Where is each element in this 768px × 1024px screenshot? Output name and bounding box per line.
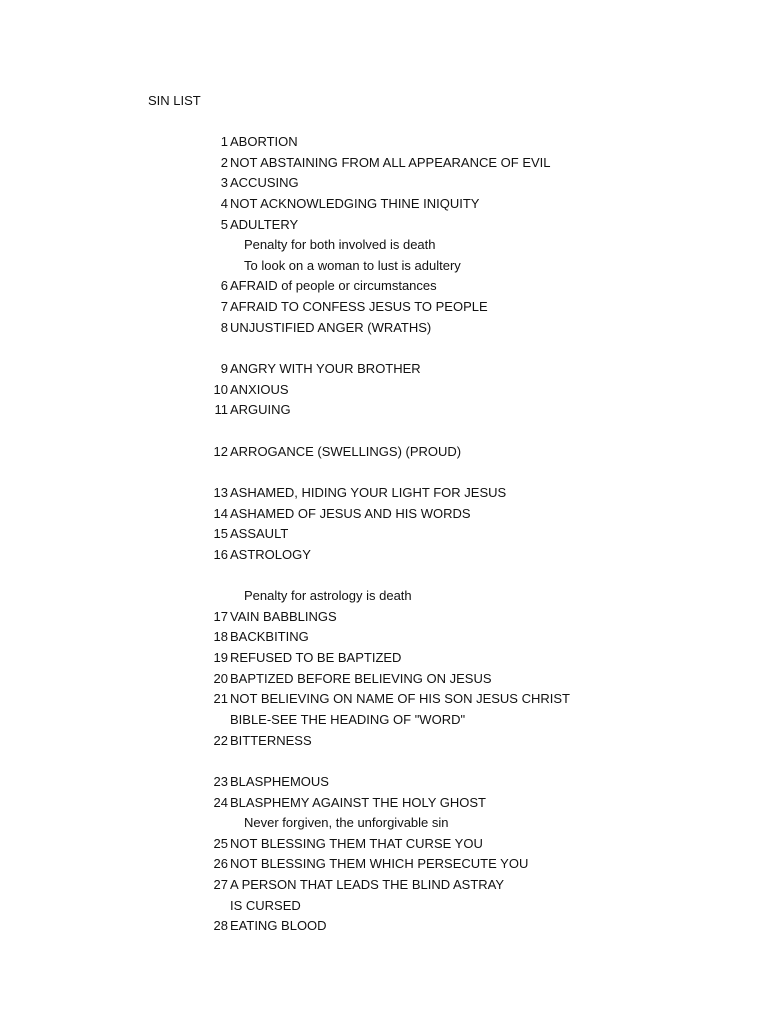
list-item: [0, 154, 768, 175]
item-number: 26: [213, 856, 228, 872]
item-number: 21: [213, 691, 228, 707]
item-text: NOT BLESSING THEM THAT CURSE YOU: [230, 835, 483, 851]
item-text: ASTROLOGY: [230, 546, 311, 562]
list-item: [0, 628, 768, 649]
item-text: ADULTERY: [230, 216, 299, 232]
list-item: [0, 546, 768, 567]
blank-line: [0, 566, 768, 587]
item-number: 8: [220, 319, 228, 335]
item-text: ANXIOUS: [230, 381, 289, 397]
item-text: ABORTION: [230, 134, 298, 149]
item-number: 25: [213, 835, 228, 851]
list-item: [0, 876, 768, 897]
list-item: [0, 216, 768, 237]
item-number: 3: [220, 175, 228, 191]
item-number: 22: [213, 732, 228, 748]
blank-line: [0, 463, 768, 484]
list-item: [0, 855, 768, 876]
item-number: 23: [213, 773, 228, 789]
list-item: [0, 649, 768, 670]
item-text: To look on a woman to lust is adultery: [244, 257, 461, 273]
item-number: 17: [213, 608, 228, 624]
item-text: NOT BLESSING THEM WHICH PERSECUTE YOU: [230, 856, 529, 872]
item-text: AFRAID TO CONFESS JESUS TO PEOPLE: [230, 299, 488, 315]
item-text: BIBLE-SEE THE HEADING OF "WORD": [230, 711, 466, 727]
item-text: NOT ACKNOWLEDGING THINE INIQUITY: [230, 195, 480, 211]
document-title: SIN LIST: [148, 93, 201, 108]
item-text: EATING BLOOD: [230, 918, 327, 934]
sin-list: [0, 133, 768, 938]
item-number: 15: [213, 526, 228, 542]
item-text: ACCUSING: [230, 175, 299, 191]
list-item-note: [0, 257, 768, 278]
item-number: 2: [220, 154, 228, 170]
list-item-note: [0, 236, 768, 257]
item-text: BLASPHEMOUS: [230, 773, 329, 789]
item-text: VAIN BABBLINGS: [230, 608, 337, 624]
item-number: 9: [220, 361, 228, 377]
item-text: BITTERNESS: [230, 732, 312, 748]
list-item: [0, 195, 768, 216]
item-number: 19: [213, 650, 228, 666]
item-text: ASSAULT: [230, 526, 289, 542]
item-text: Never forgiven, the unforgivable sin: [244, 815, 449, 831]
list-item: [0, 443, 768, 464]
item-number: 16: [213, 546, 228, 562]
list-item: [0, 525, 768, 546]
item-number: 7: [220, 299, 228, 315]
item-text: ASHAMED OF JESUS AND HIS WORDS: [230, 505, 471, 521]
item-number: 24: [213, 794, 228, 810]
list-item: [0, 401, 768, 422]
item-number: 13: [213, 484, 228, 500]
item-text: ARGUING: [230, 402, 291, 418]
item-text: ASHAMED, HIDING YOUR LIGHT FOR JESUS: [230, 484, 507, 500]
item-number: 5: [220, 216, 228, 232]
item-number: 20: [213, 670, 228, 686]
list-item: [0, 670, 768, 691]
item-number: 1: [220, 134, 228, 149]
item-number: 12: [213, 443, 228, 459]
list-item: [0, 732, 768, 753]
list-item: [0, 319, 768, 340]
list-item: [0, 608, 768, 629]
item-text: BAPTIZED BEFORE BELIEVING ON JESUS: [230, 670, 492, 686]
blank-line: [0, 422, 768, 443]
list-item: [0, 794, 768, 815]
item-text: Penalty for astrology is death: [244, 588, 412, 604]
item-number: 11: [214, 402, 228, 418]
list-item-note: [0, 587, 768, 608]
list-item: [0, 360, 768, 381]
item-number: 6: [220, 278, 228, 294]
item-number: 10: [213, 381, 228, 397]
item-number: 18: [213, 629, 228, 645]
list-item: [0, 174, 768, 195]
list-item: [0, 381, 768, 402]
list-item: [0, 505, 768, 526]
list-item: [0, 835, 768, 856]
item-text: Penalty for both involved is death: [244, 237, 436, 253]
item-number: 27: [213, 877, 228, 893]
item-text: NOT ABSTAINING FROM ALL APPEARANCE OF EVIL: [230, 154, 551, 170]
item-text: ANGRY WITH YOUR BROTHER: [230, 361, 421, 377]
item-number: 14: [213, 505, 228, 521]
blank-line: [0, 339, 768, 360]
item-text: BLASPHEMY AGAINST THE HOLY GHOST: [230, 794, 486, 810]
list-item: [0, 690, 768, 711]
list-item-cont: [0, 897, 768, 918]
list-item-note: [0, 814, 768, 835]
list-item: [0, 277, 768, 298]
list-item: [0, 298, 768, 319]
blank-line: [0, 752, 768, 773]
list-item: [0, 917, 768, 938]
list-item: [0, 773, 768, 794]
list-item: [0, 133, 768, 154]
list-item: [0, 484, 768, 505]
item-text: REFUSED TO BE BAPTIZED: [230, 650, 402, 666]
item-text: IS CURSED: [230, 897, 301, 913]
item-text: BACKBITING: [230, 629, 309, 645]
item-text: A PERSON THAT LEADS THE BLIND ASTRAY: [230, 877, 505, 893]
item-text: UNJUSTIFIED ANGER (WRATHS): [230, 319, 432, 335]
item-number: 4: [220, 195, 228, 211]
item-text: AFRAID of people or circumstances: [230, 278, 437, 294]
list-item-cont: [0, 711, 768, 732]
item-number: 28: [213, 918, 228, 934]
item-text: NOT BELIEVING ON NAME OF HIS SON JESUS CHRIST: [230, 691, 570, 707]
item-text: ARROGANCE (SWELLINGS) (PROUD): [230, 443, 462, 459]
